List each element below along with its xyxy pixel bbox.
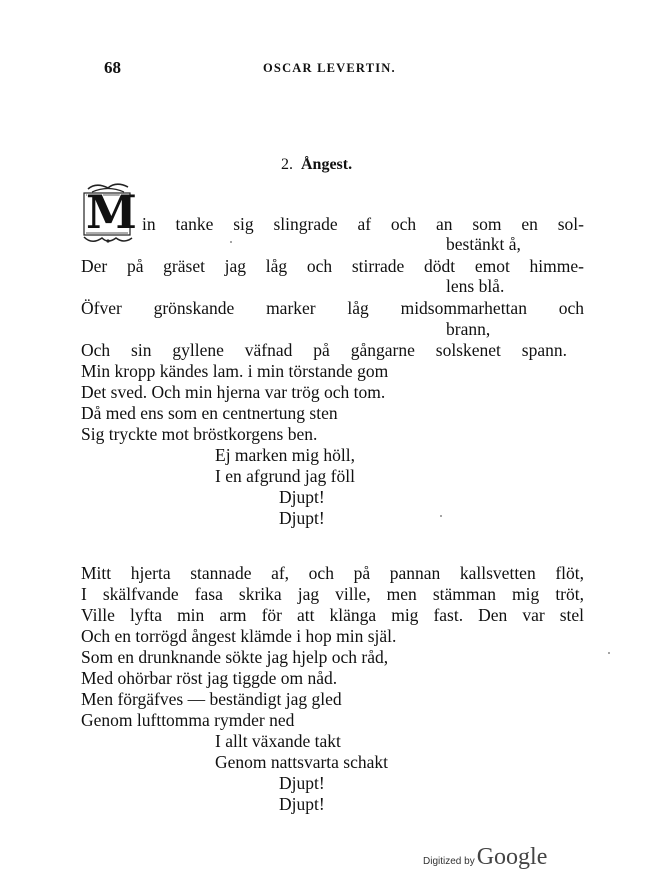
stanza1-line2: Der på gräset jag låg och stirrade dödt emot himme- [81,256,584,276]
drop-cap-letter: M [86,185,137,239]
stanza2-line10: Genom nattsvarta schakt [215,752,389,772]
print-speck [440,515,442,517]
digitized-by-watermark [423,844,547,871]
print-speck [608,652,610,654]
stanza1-line9: Ej marken mig höll, [215,445,355,465]
stanza2-line7: Men förgäfves — beständigt jag gled [81,689,342,709]
stanza2-line5: Som en drunknande sökte jag hjelp och råd, [81,647,389,667]
stanza2-line4: Och en torrögd ångest klämde i hop min själ. [81,626,397,646]
stanza1-line6: Det sved. Och min hjerna var trög och tom. [81,382,386,402]
running-head: OSCAR LEVERTIN. [263,61,396,75]
stanza1-line12: Djupt! [279,508,325,528]
stanza2-line12: Djupt! [279,794,325,814]
stanza2-line9: I allt växande takt [215,731,341,751]
stanza1-line11: Djupt! [279,487,325,507]
stanza1-line5: Min kropp kändes lam. i min törstande gom [81,361,389,381]
stanza2-line3: Ville lyfta min arm för att klänga mig fast. Den var stel [81,605,584,625]
stanza2-line6: Med ohörbar röst jag tiggde om nåd. [81,668,338,688]
stanza1-line3-cont: brann, [446,319,491,339]
stanza2-line8: Genom lufttomma rymder ned [81,710,295,730]
google-logo: Google [476,844,548,870]
poem-title-text: Ångest. [301,156,353,173]
stanza1-line8: Sig tryckte mot bröstkorgens ben. [81,424,318,444]
stanza2-line1: Mitt hjerta stannade af, och på pannan kallsvetten flöt, [81,563,584,583]
print-speck [230,241,232,243]
drop-cap [78,183,140,245]
stanza1-line1: in tanke sig slingrade af och an som en sol- [142,214,584,234]
page-number: 68 [104,58,121,77]
stanza1-line1-cont: bestänkt å, [446,234,521,254]
poem-title [281,156,352,174]
digitized-by-text: Digitized by [423,856,475,867]
stanza2-line11: Djupt! [279,773,325,793]
poem-number: 2. [281,156,293,173]
stanza1-line4: Och sin gyllene väfnad på gångarne solskenet spann. [81,340,567,360]
stanza1-line3: Öfver grönskande marker låg midsommarhettan och [81,298,584,318]
stanza1-line2-cont: lens blå. [446,276,505,296]
stanza1-line10: I en afgrund jag föll [215,466,355,486]
stanza1-line7: Då med ens som en centnertung sten [81,403,338,423]
stanza2-line2: I skälfvande fasa skrika jag ville, men stämman mig tröt, [81,584,584,604]
